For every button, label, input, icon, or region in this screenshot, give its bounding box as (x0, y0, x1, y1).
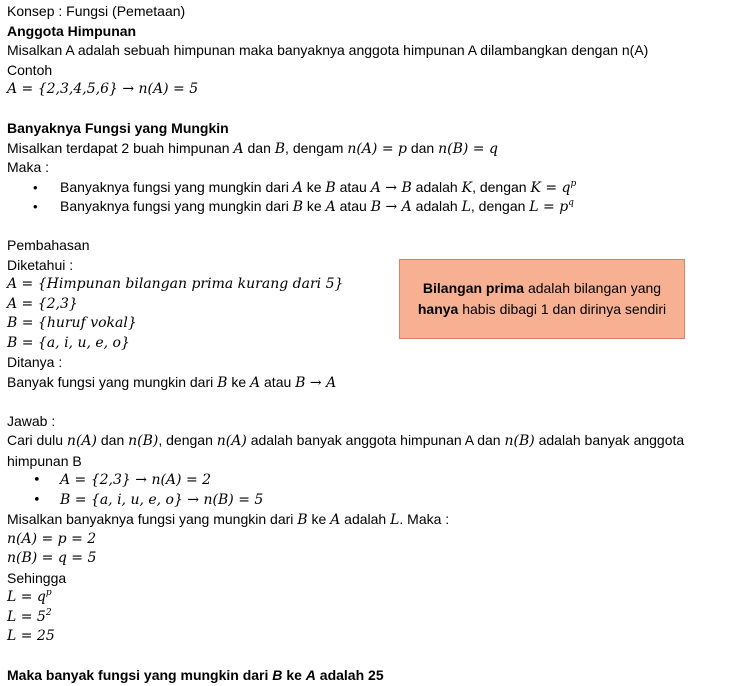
bullet-text: adalah (415, 198, 458, 214)
question-text: ke (231, 373, 247, 390)
math-b: B (272, 667, 283, 683)
callout-text (410, 278, 674, 320)
math-map: B → A (295, 374, 337, 391)
bullet-text: Banyaknya fungsi yang mungkin dari (60, 178, 289, 195)
bullet-text: , dengan (470, 198, 526, 214)
intro-text: Misalkan terdapat 2 buah himpunan (7, 139, 230, 156)
math-na: n(A) (66, 433, 97, 449)
ditanya-label: Ditanya : (7, 354, 63, 370)
equation-nb: n(B) = q = 5 (7, 550, 97, 566)
misal-text: . Maka : (399, 511, 450, 527)
spacer (7, 392, 727, 412)
formula-exponent: 2 (45, 607, 52, 618)
equation-l-formula (7, 588, 727, 608)
list-item: • A = {2,3} → n(A) = 2 (7, 471, 727, 491)
intro-text: dan (410, 139, 435, 156)
section-title-anggota: Anggota Himpunan (7, 22, 137, 39)
bullet-text: ke (306, 198, 322, 214)
callout-plain: habis dibagi 1 dan dirinya sendiri (458, 301, 667, 317)
spacer (7, 647, 727, 667)
section-title-banyak-fungsi: Banyaknya Fungsi yang Mungkin (7, 120, 229, 136)
bullet-text: Banyaknya fungsi yang mungkin dari (60, 198, 289, 214)
maka-label: Maka : (7, 159, 50, 175)
bullet-text: adalah (415, 178, 458, 195)
math-formula-l (529, 199, 574, 215)
sehingga-label: Sehingga (7, 569, 67, 586)
bullet-text: atau (339, 198, 367, 214)
intro-text: , dengam (285, 139, 344, 156)
conclusion-text: adalah 25 (319, 667, 384, 683)
misal-text: adalah (344, 511, 387, 527)
formula-base: L = q (7, 589, 46, 605)
math-b: B (274, 140, 286, 157)
pembahasan-title: Pembahasan (7, 237, 90, 253)
section-text-anggota: Misalkan A adalah sebuah himpunan maka banyaknya anggota himpunan A dilambangkan dengan n(A) (7, 42, 649, 58)
equation-na: n(A) = p = 2 (7, 530, 97, 547)
bullet-text: , dengan (472, 178, 527, 195)
math-nb: n(B) (128, 433, 159, 449)
bullet-text: atau (339, 178, 367, 195)
known-b-definition: B = {huruf vokal} (7, 315, 137, 331)
formula-base: K = q (530, 179, 571, 196)
example-math: A = {2,3,4,5,6} → n(A) = 5 (7, 81, 199, 97)
callout-plain: adalah bilangan yang (524, 280, 662, 296)
intro-text: dan (247, 139, 271, 156)
math-a: A (305, 667, 316, 683)
jawab-text: Cari dulu (7, 432, 64, 448)
known-a-definition: A = {Himpunan bilangan prima kurang dari 5} (7, 276, 344, 292)
callout-bold: hanya (417, 301, 459, 317)
callout-bold: Bilangan prima (422, 280, 525, 296)
formula-exponent: p (45, 588, 52, 598)
math-formula-k (530, 180, 576, 196)
math-nb: n(B) (504, 433, 535, 449)
jawab-text: , dengan (158, 432, 213, 448)
equation-l-result: L = 25 (7, 628, 55, 644)
example-label: Contoh (7, 61, 53, 78)
math-l: L (461, 199, 471, 215)
prime-number-callout (399, 259, 685, 339)
math-map: A → B (370, 179, 412, 196)
math-na: n(A) (216, 433, 247, 449)
math-l: L (390, 512, 400, 528)
misal-line (7, 510, 727, 530)
formula-exponent: p (570, 178, 577, 189)
math-b: B (297, 512, 308, 528)
list-item (7, 178, 727, 198)
document-page (7, 2, 727, 686)
section-intro (7, 139, 727, 159)
bullet-text: ke (306, 178, 322, 195)
misal-text: ke (311, 511, 327, 527)
math-nb: n(B) = q (438, 140, 498, 157)
spacer (7, 100, 727, 120)
known-b-set: B = {a, i, u, e, o} (7, 334, 130, 351)
math-b: B (217, 374, 228, 391)
math-b: B (325, 179, 336, 196)
math-a: A (330, 512, 341, 528)
diketahui-label: Diketahui : (7, 256, 74, 273)
math-a: A (233, 140, 244, 157)
list-item (7, 197, 727, 217)
jawab-text: dan (100, 432, 125, 448)
jawab-explanation (7, 431, 697, 471)
conclusion-text: Maka banyak fungsi yang mungkin dari (7, 667, 269, 683)
math-k: K (461, 179, 473, 196)
formula-exponent: q (568, 198, 574, 208)
math-b: B (292, 199, 303, 215)
formula-base: L = p (529, 199, 569, 215)
math-map: B → A (370, 199, 412, 215)
formula-base: L = 5 (7, 608, 46, 625)
equation-l-substituted (7, 608, 727, 628)
misal-text: Misalkan banyaknya fungsi yang mungkin dari (7, 511, 294, 527)
math-a: A (325, 199, 336, 215)
jawab-text: adalah banyak anggota himpunan B (7, 432, 685, 469)
conclusion-text: ke (286, 667, 302, 683)
concept-line: Konsep : Fungsi (Pemetaan) (7, 3, 186, 19)
list-item: • B = {a, i, u, e, o} → n(B) = 5 (7, 491, 727, 511)
known-a-set: A = {2,3} (7, 295, 78, 312)
jawab-title: Jawab : (7, 412, 56, 429)
math-na: n(A) = p (347, 140, 407, 157)
question-line (7, 373, 727, 393)
math-a: A (292, 179, 303, 196)
question-text: Banyak fungsi yang mungkin dari (7, 373, 214, 390)
jawab-text: adalah banyak anggota himpunan A dan (250, 432, 501, 448)
question-text: atau (264, 373, 292, 390)
spacer (7, 217, 727, 237)
math-a: A (250, 374, 261, 391)
